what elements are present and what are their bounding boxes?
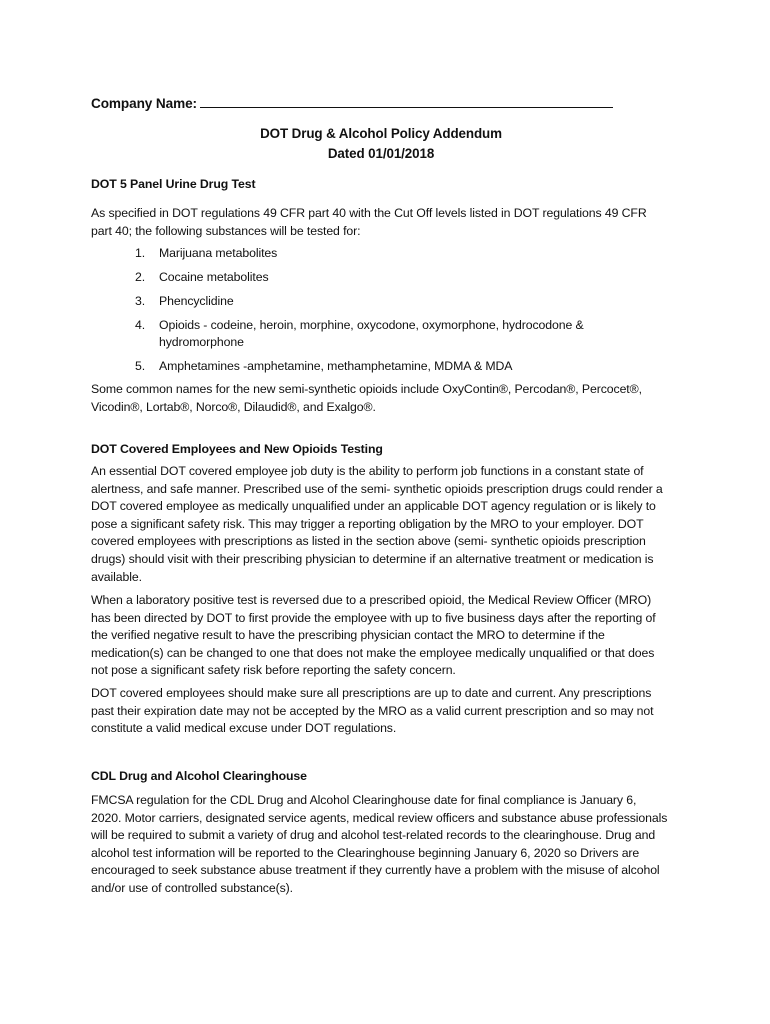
drug-test-intro: As specified in DOT regulations 49 CFR part 40 with the Cut Off levels listed in DOT regulations 49 CFR part 40; the following substances will be tested for: bbox=[91, 206, 647, 238]
list-item: 2. Cocaine metabolites bbox=[135, 269, 269, 284]
clearinghouse-para: FMCSA regulation for the CDL Drug and Alcohol Clearinghouse date for final compliance is January 6, 2020. Motor carriers, designated service agents, medical review officers and substance abuse professionals will be required to submit a variety of drug and alcohol test-related records to the clearinghouse. Drug and alcohol test information will be reported to the Clearinghouse beginning January 6, 2020 so Drivers are encouraged to seek substance abuse treatment if they currently have a problem with the misuse of alcohol and/or use of controlled substance(s). bbox=[91, 793, 668, 895]
section-heading-covered-employees: DOT Covered Employees and New Opioids Testing bbox=[91, 442, 383, 456]
company-name-blank-line[interactable] bbox=[200, 93, 613, 108]
list-item: 1. Marijuana metabolites bbox=[135, 246, 278, 260]
company-name-field bbox=[91, 93, 671, 113]
section-heading-drug-test: DOT 5 Panel Urine Drug Test bbox=[91, 177, 256, 191]
covered-employees-para-3: DOT covered employees should make sure all prescriptions are up to date and current. Any prescriptions past their expiration date may not be accepted by the MRO as a valid current prescription and so may not constitute a valid medical excuse under DOT regulations. bbox=[91, 686, 654, 736]
list-item: 4. Opioids - codeine, heroin, morphine, oxycodone, oxymorphone, hydrocodone & hydromorphone bbox=[135, 317, 584, 350]
document-date: Dated 01/01/2018 bbox=[327, 146, 435, 161]
document-title-block bbox=[91, 124, 671, 164]
list-item: 5. Amphetamines -amphetamine, methamphetamine, MDMA & MDA bbox=[135, 359, 513, 374]
covered-employees-para-1: An essential DOT covered employee job duty is the ability to perform job functions in a constant state of alertness, and safe manner. Prescribed use of the semi- synthetic opioids prescription drugs could render a DOT covered employee as medically unqualified under an applicable DOT agency regulation or is likely to pose a significant safety risk. This may trigger a reporting obligation by the MRO to your employer. DOT covered employees with prescriptions as listed in the section above (semi- synthetic opioids prescription drugs) should visit with their prescribing physician to determine if an alternative treatment or medication is available. bbox=[91, 464, 663, 584]
covered-employees-para-2: When a laboratory positive test is reversed due to a prescribed opioid, the Medical Review Officer (MRO) has been directed by DOT to first provide the employee with up to five business days after the reporting of the verified negative result to have the prescribing physician contact the MRO to determine if the medication(s) can be changed to one that does not make the employee medically unqualified or that does not pose a significant safety risk before reporting the safety concern. bbox=[91, 593, 656, 678]
list-item: 3. Phencyclidine bbox=[135, 293, 234, 308]
substance-list bbox=[135, 245, 655, 382]
section-heading-clearinghouse: CDL Drug and Alcohol Clearinghouse bbox=[91, 769, 307, 783]
company-name-label: Company Name: bbox=[91, 96, 197, 111]
document-title: DOT Drug & Alcohol Policy Addendum bbox=[260, 126, 502, 141]
opioid-common-names: Some common names for the new semi-synthetic opioids include OxyContin®, Percodan®, Percocet®, Vicodin®, Lortab®, Norco®, Dilaudid®, and Exalgo®. bbox=[91, 382, 642, 414]
